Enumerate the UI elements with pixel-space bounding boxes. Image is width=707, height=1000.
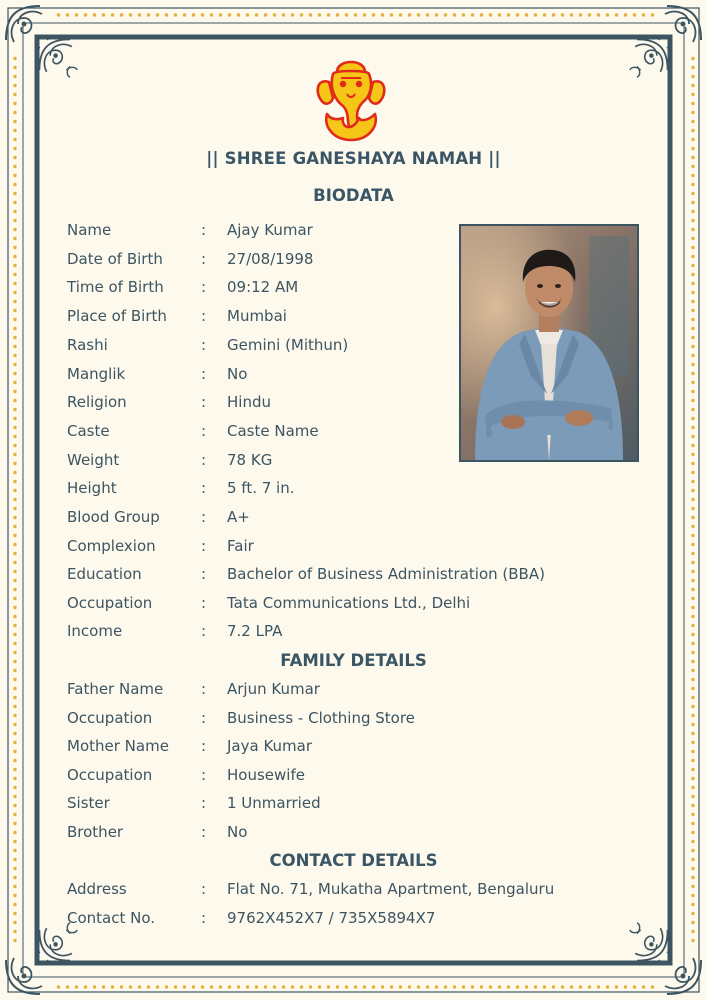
detail-separator: : [201,451,207,469]
detail-value: 27/08/1998 [227,250,314,268]
detail-value: Ajay Kumar [227,221,313,239]
detail-label: Name [67,221,112,239]
detail-separator: : [201,250,207,268]
detail-label: Date of Birth [67,250,163,268]
detail-label: Manglik [67,365,126,383]
detail-separator: : [201,680,207,698]
detail-value: No [227,823,248,841]
detail-label: Contact No. [67,909,156,927]
detail-label: Rashi [67,336,108,354]
detail-value: No [227,365,248,383]
detail-value: 5 ft. 7 in. [227,479,295,497]
detail-value: 78 KG [227,451,273,469]
detail-separator: : [201,766,207,784]
detail-label: Complexion [67,537,156,555]
detail-value: Hindu [227,393,271,411]
detail-value: Business - Clothing Store [227,709,415,727]
detail-separator: : [201,594,207,612]
detail-separator: : [201,365,207,383]
detail-label: Mother Name [67,737,169,755]
detail-separator: : [201,393,207,411]
profile-photo [459,224,639,462]
detail-separator: : [201,508,207,526]
detail-value: Housewife [227,766,305,784]
detail-label: Occupation [67,766,153,784]
detail-separator: : [201,422,207,440]
detail-value: Fair [227,537,254,555]
detail-separator: : [201,537,207,555]
detail-label: Blood Group [67,508,160,526]
detail-separator: : [201,909,207,927]
detail-value: 7.2 LPA [227,622,283,640]
detail-label: Occupation [67,594,153,612]
detail-value: Tata Communications Ltd., Delhi [227,594,471,612]
detail-separator: : [201,794,207,812]
detail-value: Caste Name [227,422,319,440]
detail-label: Occupation [67,709,153,727]
detail-separator: : [201,709,207,727]
detail-value: Gemini (Mithun) [227,336,349,354]
contact-details-heading: CONTACT DETAILS [269,851,438,870]
detail-separator: : [201,221,207,239]
detail-value: A+ [227,508,250,526]
detail-separator: : [201,278,207,296]
detail-separator: : [201,479,207,497]
detail-label: Brother [67,823,124,841]
detail-label: Time of Birth [67,278,164,296]
detail-separator: : [201,737,207,755]
detail-label: Address [67,880,127,898]
detail-value: 1 Unmarried [227,794,321,812]
detail-value: Mumbai [227,307,287,325]
biodata-title: BIODATA [313,186,394,205]
family-details-heading: FAMILY DETAILS [280,651,427,670]
detail-value: Jaya Kumar [227,737,313,755]
detail-separator: : [201,823,207,841]
detail-label: Weight [67,451,120,469]
detail-label: Caste [67,422,110,440]
person-photo-illustration [461,226,637,460]
detail-separator: : [201,622,207,640]
detail-separator: : [201,565,207,583]
detail-value: Flat No. 71, Mukatha Apartment, Bengaluru [227,880,555,898]
detail-separator: : [201,307,207,325]
detail-label: Education [67,565,142,583]
detail-label: Income [67,622,123,640]
detail-separator: : [201,336,207,354]
detail-value: 09:12 AM [227,278,299,296]
detail-value: Arjun Kumar [227,680,320,698]
ganesha-icon [313,58,389,144]
detail-label: Father Name [67,680,164,698]
detail-value: Bachelor of Business Administration (BBA) [227,565,545,583]
detail-label: Religion [67,393,127,411]
detail-label: Sister [67,794,110,812]
detail-label: Place of Birth [67,307,167,325]
mantra-heading: || SHREE GANESHAYA NAMAH || [206,149,501,168]
detail-value: 9762X452X7 / 735X5894X7 [227,909,436,927]
detail-separator: : [201,880,207,898]
detail-label: Height [67,479,117,497]
